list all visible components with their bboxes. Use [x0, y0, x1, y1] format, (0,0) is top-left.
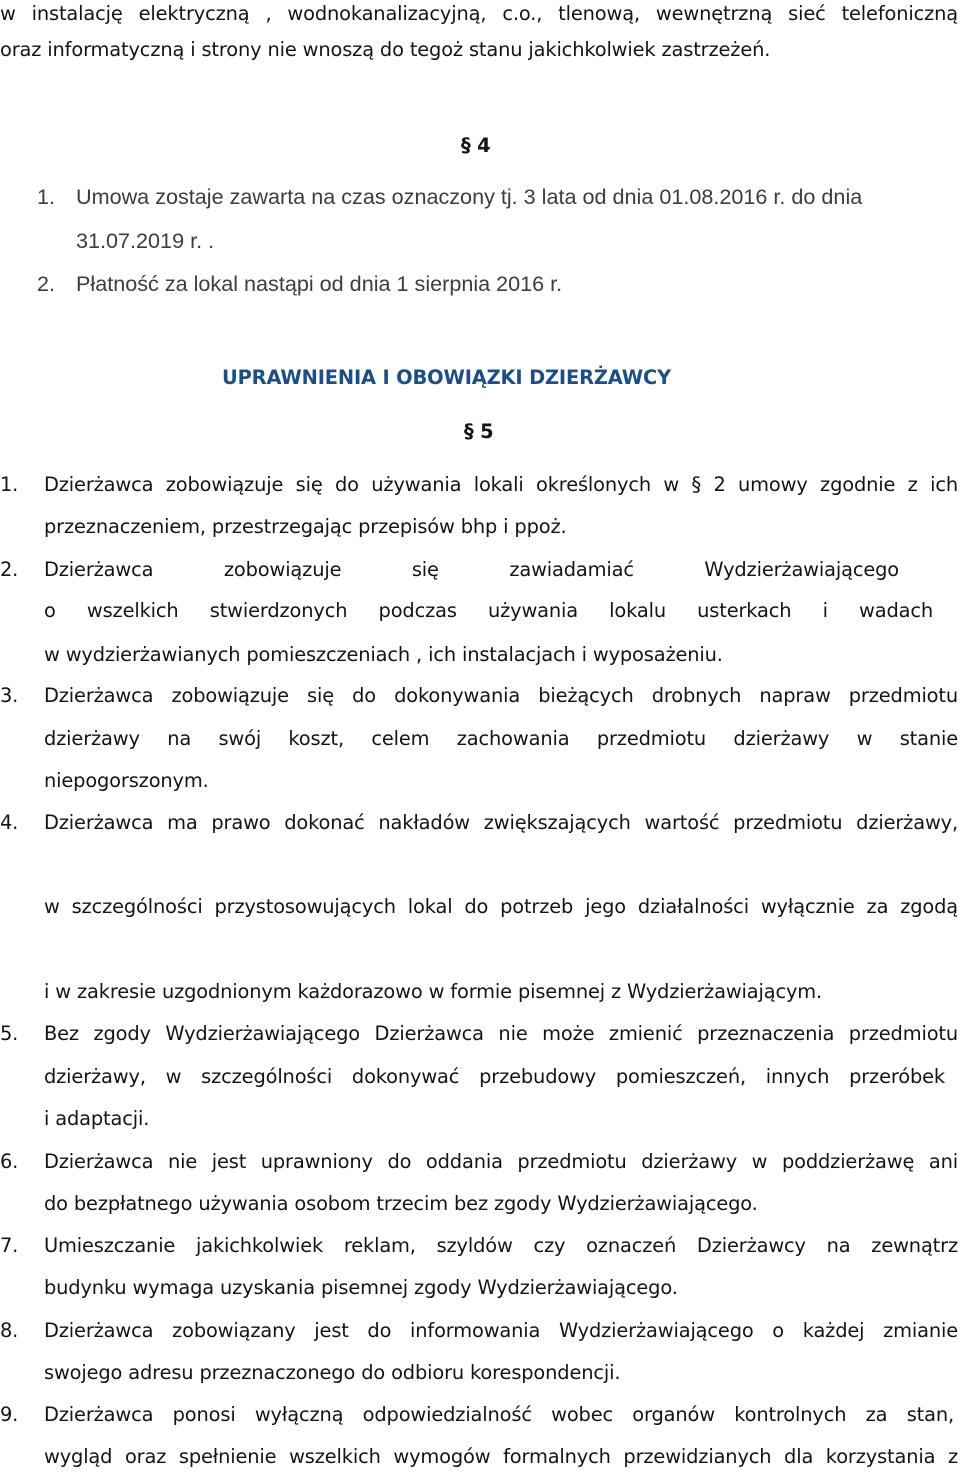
list-item-text: dzierżawy, w szczególności dokonywać przebudowy pomieszczeń, innych przeróbek [44, 1065, 945, 1088]
list-item-number: 2. [37, 271, 56, 296]
list-item-text: Umieszczanie jakichkolwiek reklam, szyldów czy oznaczeń Dzierżawcy na zewnątrz [44, 1234, 958, 1257]
list-item-text: Dzierżawca zobowiązuje się do używania lokali określonych w § 2 umowy zgodnie z ich [44, 473, 958, 496]
list-item-number: 4. [0, 811, 19, 834]
list-item-text: Dzierżawca nie jest uprawniony do oddania przedmiotu dzierżawy w poddzierżawę ani [44, 1150, 958, 1173]
list-item-number: 1. [37, 184, 56, 209]
body-text-line: oraz informatyczną i strony nie wnoszą do tegoż stanu jakichkolwiek zastrzeżeń. [0, 38, 771, 61]
list-item-text: i w zakresie uzgodnionym każdorazowo w formie pisemnej z Wydzierżawiającym. [44, 980, 823, 1003]
list-item-text: o wszelkich stwierdzonych podczas używania lokalu usterkach i wadach [44, 599, 933, 622]
list-item-text: Dzierżawca ponosi wyłączną odpowiedzialność wobec organów kontrolnych za stan, [44, 1403, 954, 1426]
list-item-text: wygląd oraz spełnienie wszelkich wymogów formalnych przewidzianych dla korzystania z [44, 1445, 958, 1468]
list-item-text: swojego adresu przeznaczonego do odbioru korespondencji. [44, 1361, 621, 1384]
list-item-text: budynku wymaga uzyskania pisemnej zgody Wydzierżawiającego. [44, 1276, 678, 1299]
list-item-text: Dzierżawca zobowiązuje się zawiadamiać Wydzierżawiającego [44, 558, 899, 581]
list-item-text: Płatność za lokal nastąpi od dnia 1 sierpnia 2016 r. [76, 271, 563, 296]
list-item-text: w wydzierżawianych pomieszczeniach , ich instalacjach i wyposażeniu. [44, 643, 723, 666]
list-item-text: niepogorszonym. [44, 769, 209, 792]
section-heading: UPRAWNIENIA I OBOWIĄZKI DZIERŻAWCY [222, 366, 671, 389]
list-item-text: dzierżawy na swój koszt, celem zachowania przedmiotu dzierżawy w stanie [44, 727, 958, 750]
section-4-sign: § 4 [461, 134, 491, 157]
list-item-text: Dzierżawca zobowiązany jest do informowania Wydzierżawiającego o każdej zmianie [44, 1319, 958, 1342]
list-item-text: w szczególności przystosowujących lokal do potrzeb jego działalności wyłącznie za zgodą [44, 895, 958, 918]
list-item-number: 5. [0, 1022, 19, 1045]
list-item-number: 8. [0, 1319, 19, 1342]
body-text-line: w instalację elektryczną , wodnokanalizacyjną, c.o., tlenową, wewnętrzną sieć telefoniczną [0, 2, 958, 25]
list-item-text: Umowa zostaje zawarta na czas oznaczony tj. 3 lata od dnia 01.08.2016 r. do dnia [76, 184, 863, 209]
list-item-text: Dzierżawca ma prawo dokonać nakładów zwiększających wartość przedmiotu dzierżawy, [44, 811, 958, 834]
list-item-number: 2. [0, 558, 19, 581]
list-item-number: 9. [0, 1403, 19, 1426]
list-item-text: Bez zgody Wydzierżawiającego Dzierżawca nie może zmienić przeznaczenia przedmiotu [44, 1022, 958, 1045]
list-item-text: i adaptacji. [44, 1107, 150, 1130]
list-item-number: 3. [0, 684, 19, 707]
list-item-number: 6. [0, 1150, 19, 1173]
list-item-text: Dzierżawca zobowiązuje się do dokonywania bieżących drobnych napraw przedmiotu [44, 684, 958, 707]
list-item-text: do bezpłatnego używania osobom trzecim bez zgody Wydzierżawiającego. [44, 1192, 758, 1215]
list-item-number: 7. [0, 1234, 19, 1257]
list-item-number: 1. [0, 473, 19, 496]
section-5-sign: § 5 [464, 420, 494, 443]
list-item-text: przeznaczeniem, przestrzegając przepisów bhp i ppoż. [44, 515, 567, 538]
list-item-text: 31.07.2019 r. . [76, 228, 215, 253]
